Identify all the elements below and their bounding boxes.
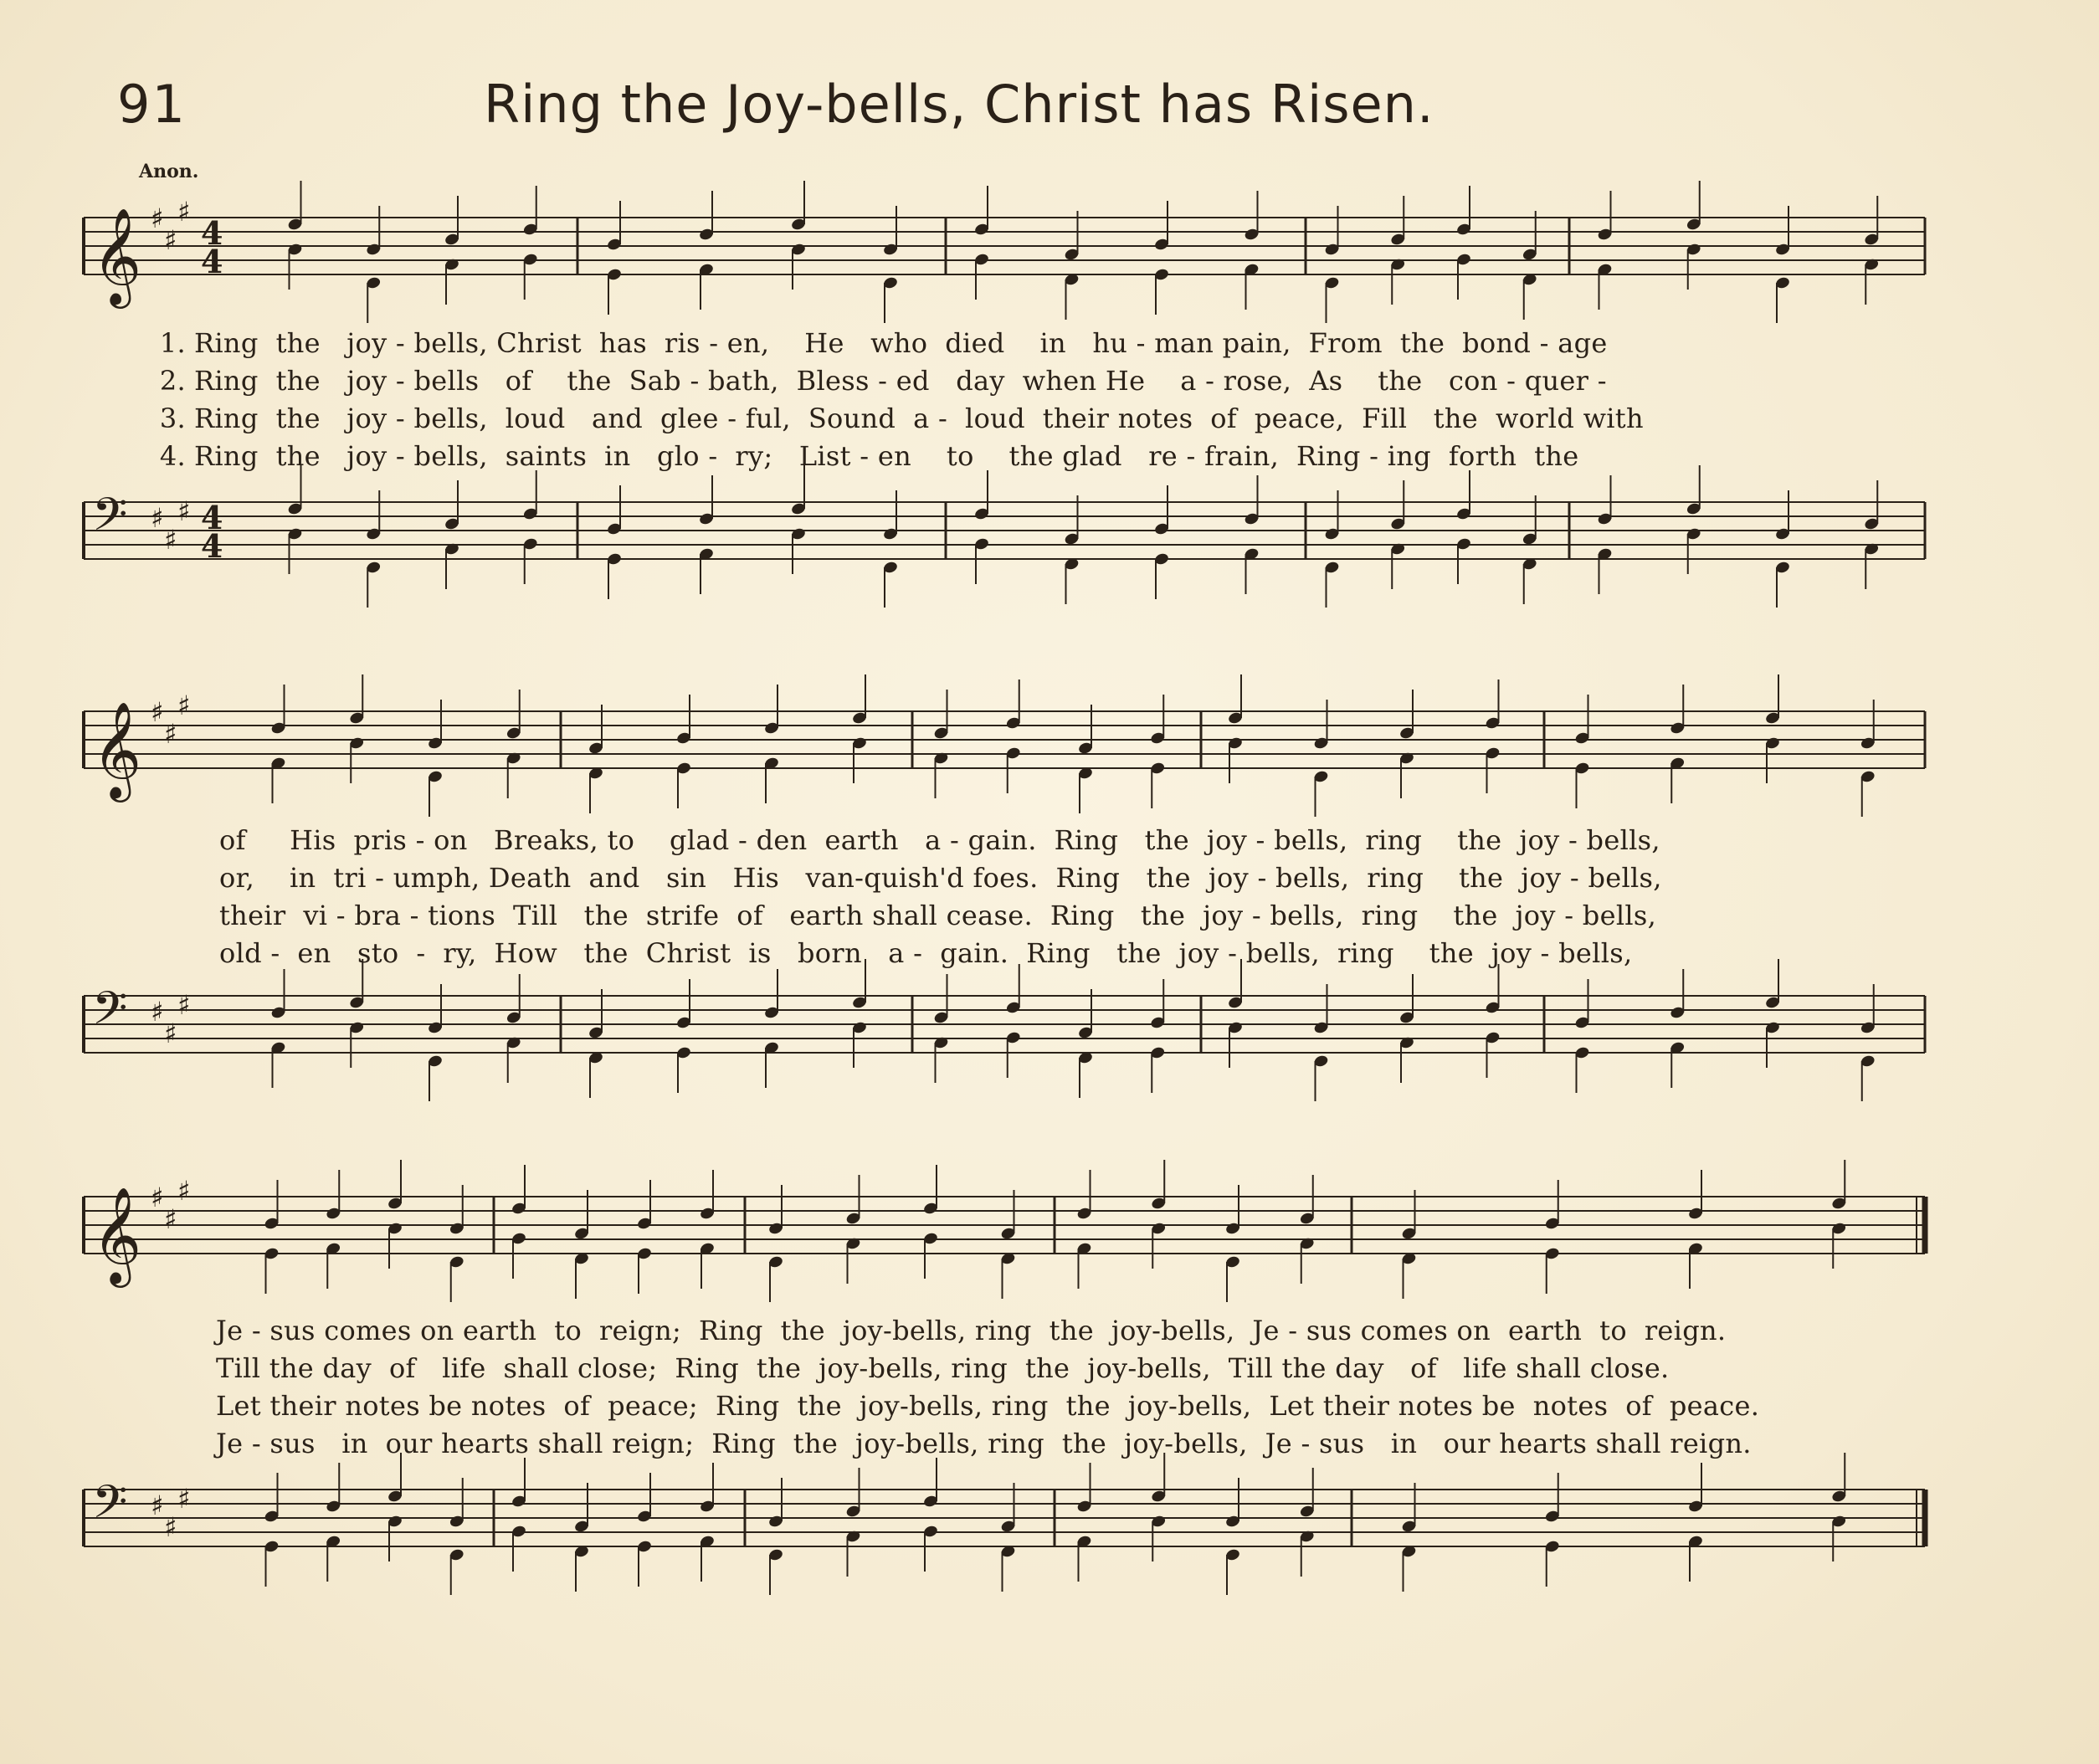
sharp-icon: ♯ — [177, 196, 191, 228]
lyrics-system-2 — [167, 822, 1662, 972]
sharp-icon: ♯ — [177, 1483, 191, 1515]
lyric-verse-4 — [142, 438, 1644, 475]
sharp-icon: ♯ — [164, 718, 177, 750]
hymn-number: 91 — [117, 74, 187, 135]
sharp-icon: ♯ — [164, 1511, 177, 1543]
sharp-icon: ♯ — [151, 1490, 164, 1521]
treble-clef-icon: 𝄞 — [92, 700, 142, 798]
sharp-icon: ♯ — [164, 224, 177, 256]
hymn-title: Ring the Joy-bells, Christ has Risen. — [484, 74, 1434, 135]
lyric-verse-4 — [167, 935, 1662, 972]
verse-number: 1. — [159, 327, 186, 359]
bass-clef-icon: 𝄢 — [92, 1475, 128, 1540]
lyric-text: Ring the joy - bells of the Sab - bath, Bless - ed day when He a - rose, As the con - quer - — [194, 365, 1607, 397]
treble-clef-icon: 𝄞 — [92, 207, 142, 305]
verse-number: 3. — [159, 403, 186, 434]
lyric-verse-3 — [164, 1387, 1759, 1425]
bass-clef-icon: 𝄢 — [92, 488, 128, 552]
time-signature-bottom: 4 — [201, 243, 223, 280]
sharp-icon: ♯ — [177, 690, 191, 721]
lyrics-system-1 — [142, 325, 1644, 475]
lyrics-system-3 — [164, 1312, 1759, 1463]
time-signature-top: 4 — [201, 214, 223, 252]
lyric-verse-3 — [142, 400, 1644, 438]
lyric-text: or, in tri - umph, Death and sin His van-quish'd foes. Ring the joy - bells, ring the joy - bells, — [219, 862, 1662, 894]
time-signature-top: 4 — [201, 499, 223, 536]
lyric-text: Till the day of life shall close; Ring the joy-bells, ring the joy-bells, Till the day of life shall close. — [216, 1352, 1670, 1384]
sharp-icon: ♯ — [177, 989, 191, 1021]
sharp-icon: ♯ — [151, 996, 164, 1028]
treble-staff-3 — [84, 1175, 1925, 1314]
lyric-verse-2 — [167, 859, 1662, 897]
treble-clef-icon: 𝄞 — [92, 1186, 142, 1284]
bass-staff-1 — [84, 485, 1925, 636]
sharp-icon: ♯ — [164, 1018, 177, 1049]
lyric-text: Ring the joy - bells, Christ has ris - en, He who died in hu - man pain, From the bond - age — [194, 327, 1608, 359]
time-signature-bottom: 4 — [201, 527, 223, 565]
lyric-text: Ring the joy - bells, saints in glo - ry; List - en to the glad re - frain, Ring - ing forth the — [194, 440, 1579, 472]
lyric-text: Let their notes be notes of peace; Ring the joy-bells, ring the joy-bells, Let their notes be notes of peace. — [216, 1390, 1760, 1422]
lyric-text: of His pris - on Breaks, to glad - den earth a - gain. Ring the joy - bells, ring the joy - bells, — [219, 824, 1660, 856]
verse-number: 2. — [159, 365, 186, 397]
sharp-icon: ♯ — [151, 1182, 164, 1213]
sharp-icon: ♯ — [164, 1203, 177, 1235]
lyric-verse-4 — [164, 1425, 1759, 1463]
lyric-text: Je - sus comes on earth to reign; Ring the joy-bells, ring the joy-bells, Je - sus comes on earth to reign. — [216, 1315, 1727, 1346]
author-credit: Anon. — [139, 161, 199, 182]
sharp-icon: ♯ — [164, 524, 177, 556]
sharp-icon: ♯ — [151, 203, 164, 234]
lyric-text: old - en sto - ry, How the Christ is born a - gain. Ring the joy - bells, ring the joy - bells, — [219, 937, 1633, 969]
lyric-text: Ring the joy - bells, loud and glee - ful, Sound a - loud their notes of peace, Fill the world with — [194, 403, 1644, 434]
lyric-text: their vi - bra - tions Till the strife of earth shall cease. Ring the joy - bells, ring the joy - bells, — [219, 900, 1657, 931]
treble-staff-1 — [84, 196, 1925, 335]
lyric-verse-1 — [167, 822, 1662, 859]
bass-staff-3 — [84, 1473, 1925, 1623]
bass-staff-2 — [84, 979, 1925, 1130]
lyric-verse-1 — [142, 325, 1644, 362]
bass-clef-icon: 𝄢 — [92, 982, 128, 1046]
lyric-text: Je - sus in our hearts shall reign; Ring the joy-bells, ring the joy-bells, Je - sus in our hearts shall reign. — [216, 1428, 1752, 1459]
sharp-icon: ♯ — [177, 495, 191, 527]
sharp-icon: ♯ — [177, 1175, 191, 1207]
treble-staff-2 — [84, 690, 1925, 828]
lyric-verse-2 — [164, 1350, 1759, 1387]
lyric-verse-2 — [142, 362, 1644, 400]
verse-number: 4. — [159, 440, 186, 472]
lyric-verse-1 — [164, 1312, 1759, 1350]
sharp-icon: ♯ — [151, 696, 164, 728]
sharp-icon: ♯ — [151, 502, 164, 534]
lyric-verse-3 — [167, 897, 1662, 935]
